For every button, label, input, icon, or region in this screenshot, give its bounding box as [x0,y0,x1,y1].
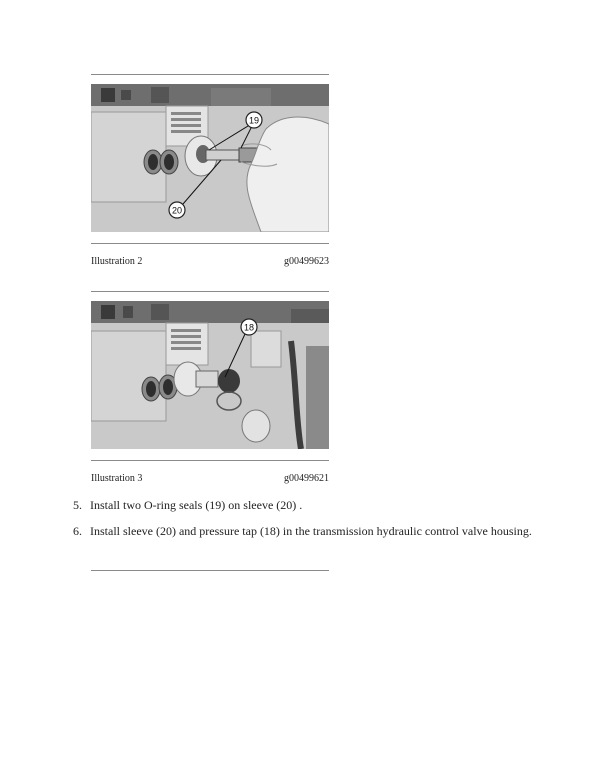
figure-2-bottom-rule [91,460,329,461]
figure-1-code: g00499623 [284,256,329,267]
callout-20: 20 [171,205,183,216]
figure-1-photo [91,84,329,232]
figure-2-top-rule [91,291,329,292]
step-6-number: 6. [73,524,82,538]
callout-18: 18 [243,322,255,333]
step-5-text: Install two O-ring seals (19) on sleeve (20) . [90,498,303,512]
figure-2-code: g00499621 [284,473,329,484]
figure-2-photo [91,301,329,449]
figure-2-caption: Illustration 3 [91,473,143,484]
figure-1-bottom-rule [91,243,329,244]
callout-19: 19 [248,115,260,126]
step-6 [73,524,532,539]
section-end-rule [91,570,329,571]
step-5-number: 5. [73,498,82,512]
step-6-text: Install sleeve (20) and pressure tap (18) in the transmission hydraulic control valve housing. [90,524,532,538]
figure-1-top-rule [91,74,329,75]
step-5 [73,498,302,513]
figure-1-caption: Illustration 2 [91,256,143,267]
